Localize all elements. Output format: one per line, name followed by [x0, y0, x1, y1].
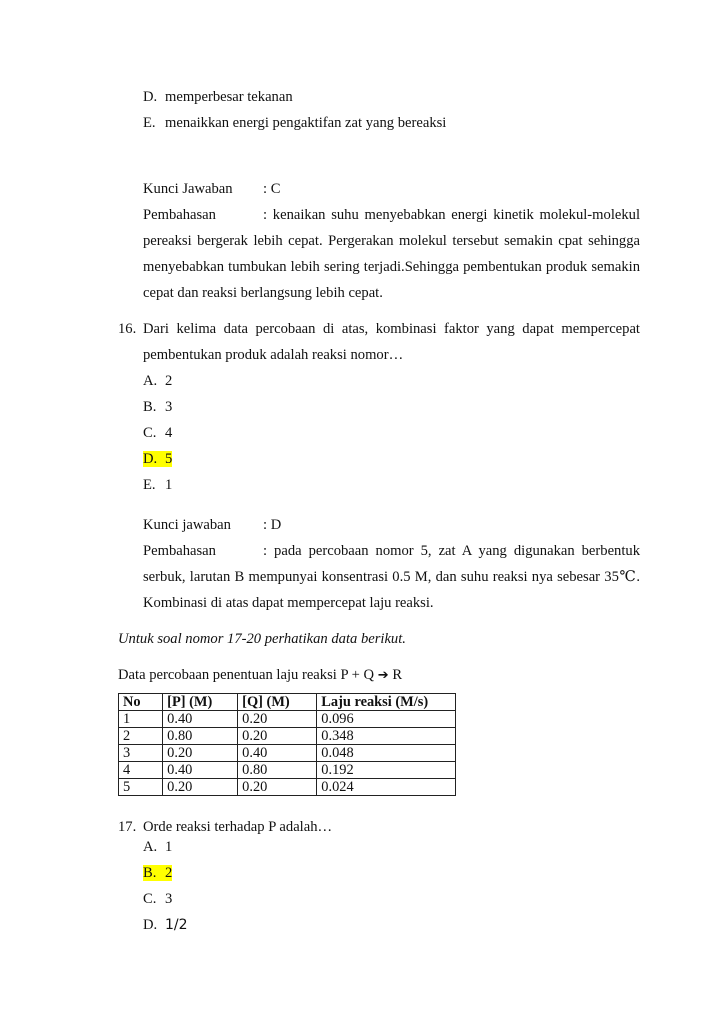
- caption-text: Data percobaan penentuan laju reaksi P + Q: [118, 667, 375, 683]
- table-row: [119, 762, 456, 779]
- option-letter: A.: [143, 839, 158, 855]
- table-header-row: [119, 694, 456, 711]
- option-letter: E.: [143, 115, 156, 131]
- q15-discussion-line-3: menyebabkan tumbukan lebih sering terjadi.Sehingga pembentukan produk semakin: [143, 259, 640, 275]
- q17-option-b-correct: [143, 866, 172, 881]
- q15-option-d: [143, 90, 293, 105]
- option-letter: C.: [143, 891, 157, 907]
- option-letter: A.: [143, 373, 158, 389]
- table-cell: 0.40: [163, 711, 238, 728]
- option-text: 1/2: [165, 917, 188, 933]
- option-text: menaikkan energi pengaktifan zat yang bereaksi: [165, 115, 447, 131]
- table-caption: [118, 668, 402, 683]
- option-text: 1: [165, 839, 173, 855]
- q16-option-d-correct: [143, 452, 172, 467]
- answer-key-label: Kunci jawaban: [143, 517, 231, 533]
- q16-option-a: [143, 374, 172, 389]
- option-text: memperbesar tekanan: [165, 89, 293, 105]
- q16-number: 16.: [118, 321, 137, 337]
- table-cell: 0.40: [163, 762, 238, 779]
- header-no: No: [119, 694, 163, 711]
- caption-product: R: [392, 667, 403, 683]
- q16-question-line-1: Dari kelima data percobaan di atas, kombinasi faktor yang dapat mempercepat: [143, 321, 640, 337]
- table-row: [119, 779, 456, 796]
- q17-question: Orde reaksi terhadap P adalah…: [143, 819, 333, 835]
- instruction-text: Untuk soal nomor 17-20 perhatikan data berikut.: [118, 631, 406, 647]
- table-cell: 0.20: [163, 745, 238, 762]
- option-letter: B.: [143, 399, 157, 415]
- q15-discussion-line-2: pereaksi bergerak lebih cepat. Pergerakan molekul tersebut semakin cpat sehingga: [143, 233, 640, 249]
- header-q: [Q] (M): [238, 694, 317, 711]
- option-text: 3: [165, 399, 173, 415]
- table-cell: 0.024: [317, 779, 456, 796]
- table-cell: 2: [119, 728, 163, 745]
- table-cell: 0.80: [238, 762, 317, 779]
- q16-answer-key: [143, 518, 281, 533]
- answer-key-label: Kunci Jawaban: [143, 181, 233, 197]
- table-cell: 0.40: [238, 745, 317, 762]
- table-cell: 0.80: [163, 728, 238, 745]
- q16-discussion-line-3: Kombinasi di atas dapat mempercepat laju reaksi.: [143, 595, 434, 611]
- table-cell: 3: [119, 745, 163, 762]
- table-cell: 0.20: [238, 728, 317, 745]
- table-row: [119, 745, 456, 762]
- table-cell: 4: [119, 762, 163, 779]
- discussion-text: : kenaikan suhu menyebabkan energi kinetik molekul-molekul: [263, 207, 640, 223]
- answer-key-value: : C: [263, 181, 281, 197]
- answer-highlight: [143, 865, 172, 881]
- q17-number: 17.: [118, 819, 137, 835]
- q16-option-c: [143, 426, 172, 441]
- table-cell: 0.348: [317, 728, 456, 745]
- answer-key-value: : D: [263, 517, 282, 533]
- q17-option-a: [143, 840, 172, 855]
- q16-discussion-line-1: [143, 544, 640, 559]
- table-cell: 0.048: [317, 745, 456, 762]
- option-text: 4: [165, 425, 173, 441]
- q15-answer-key: [143, 182, 280, 197]
- q16-discussion-line-2: serbuk, larutan B mempunyai konsentrasi 0.5 M, dan suhu reaksi nya sebesar 35℃.: [143, 569, 640, 585]
- q17-option-c: [143, 892, 172, 907]
- option-letter: C.: [143, 425, 157, 441]
- table-cell: 0.20: [163, 779, 238, 796]
- table-cell: 0.20: [238, 711, 317, 728]
- option-text: 5: [165, 451, 173, 467]
- arrow-right-icon: ➔: [377, 668, 389, 683]
- table-cell: 0.20: [238, 779, 317, 796]
- header-p: [P] (M): [163, 694, 238, 711]
- table-row: [119, 711, 456, 728]
- q15-discussion-line-4: cepat dan reaksi berlangsung lebih cepat.: [143, 285, 383, 301]
- answer-highlight: [143, 451, 172, 467]
- table-cell: 0.192: [317, 762, 456, 779]
- q16-option-e: [143, 478, 172, 493]
- option-letter: D.: [143, 917, 158, 933]
- discussion-text: : pada percobaan nomor 5, zat A yang digunakan berbentuk: [263, 543, 640, 559]
- discussion-label: Pembahasan: [143, 207, 216, 223]
- q16-question-line-2: pembentukan produk adalah reaksi nomor…: [143, 347, 404, 363]
- table-cell: 5: [119, 779, 163, 796]
- option-letter: D.: [143, 89, 158, 105]
- discussion-label: Pembahasan: [143, 543, 216, 559]
- table-cell: 0.096: [317, 711, 456, 728]
- option-text: 2: [165, 373, 173, 389]
- q15-discussion-line-1: [143, 208, 640, 223]
- rate-data-table: [118, 693, 456, 796]
- option-letter: D.: [143, 451, 158, 467]
- option-letter: B.: [143, 865, 157, 881]
- header-rate: Laju reaksi (M/s): [317, 694, 456, 711]
- q17-option-d: [143, 918, 188, 933]
- table-row: [119, 728, 456, 745]
- table-cell: 1: [119, 711, 163, 728]
- q16-option-b: [143, 400, 172, 415]
- option-letter: E.: [143, 477, 156, 493]
- option-text: 3: [165, 891, 173, 907]
- option-text: 1: [165, 477, 173, 493]
- q15-option-e: [143, 116, 446, 131]
- option-text: 2: [165, 865, 173, 881]
